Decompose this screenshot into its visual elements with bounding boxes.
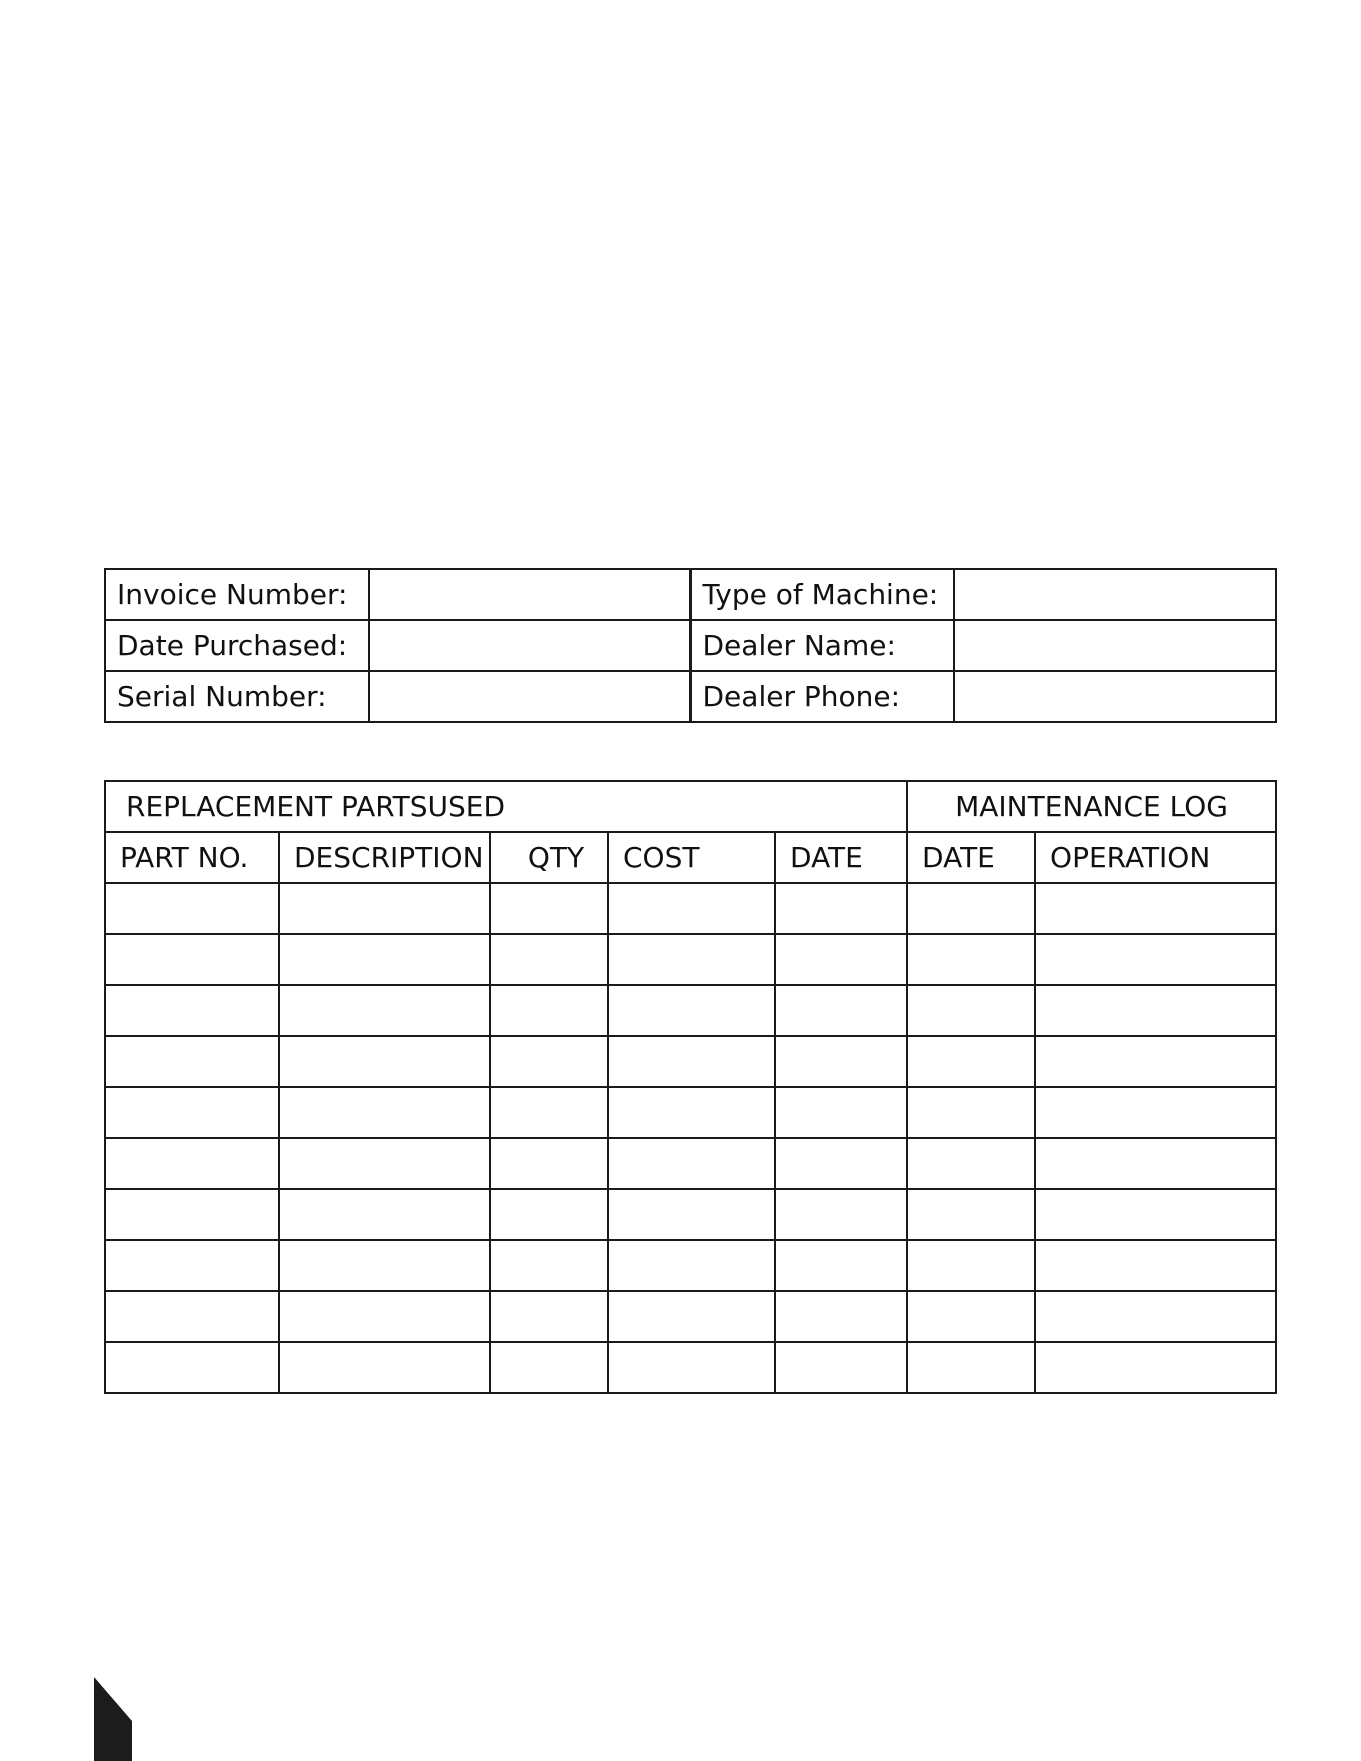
- purchase-info-table: [104, 568, 1277, 723]
- part-no-cell[interactable]: [105, 1087, 279, 1138]
- part-no-cell[interactable]: [105, 934, 279, 985]
- date-cell[interactable]: [775, 1087, 907, 1138]
- cost-cell[interactable]: [608, 1189, 775, 1240]
- operation-cell[interactable]: [1035, 1291, 1276, 1342]
- cost-cell[interactable]: [608, 934, 775, 985]
- operation-cell[interactable]: [1035, 1036, 1276, 1087]
- description-cell[interactable]: [279, 1189, 490, 1240]
- invoice-number-label: Invoice Number:: [105, 569, 369, 620]
- maintenance-date-cell[interactable]: [907, 1087, 1035, 1138]
- description-cell[interactable]: [279, 883, 490, 934]
- description-cell[interactable]: [279, 1036, 490, 1087]
- table-row: [105, 1240, 1276, 1291]
- description-cell[interactable]: [279, 1138, 490, 1189]
- column-header-qty: QTY: [490, 832, 608, 883]
- part-no-cell[interactable]: [105, 1342, 279, 1393]
- column-header-operation: OPERATION: [1035, 832, 1276, 883]
- qty-cell[interactable]: [490, 883, 608, 934]
- column-header-date: DATE: [775, 832, 907, 883]
- dealer-phone-label: Dealer Phone:: [690, 671, 954, 722]
- cost-cell[interactable]: [608, 1138, 775, 1189]
- replacement-parts-title: REPLACEMENT PARTSUSED: [105, 781, 907, 832]
- date-cell[interactable]: [775, 1291, 907, 1342]
- operation-cell[interactable]: [1035, 985, 1276, 1036]
- date-cell[interactable]: [775, 1138, 907, 1189]
- operation-cell[interactable]: [1035, 1087, 1276, 1138]
- qty-cell[interactable]: [490, 1240, 608, 1291]
- operation-cell[interactable]: [1035, 1189, 1276, 1240]
- machine-type-label: Type of Machine:: [690, 569, 954, 620]
- part-no-cell[interactable]: [105, 1036, 279, 1087]
- date-cell[interactable]: [775, 985, 907, 1036]
- date-cell[interactable]: [775, 1189, 907, 1240]
- operation-cell[interactable]: [1035, 1138, 1276, 1189]
- qty-cell[interactable]: [490, 1291, 608, 1342]
- cost-cell[interactable]: [608, 1087, 775, 1138]
- part-no-cell[interactable]: [105, 1189, 279, 1240]
- maintenance-log-title: MAINTENANCE LOG: [907, 781, 1276, 832]
- column-header-part-no: PART NO.: [105, 832, 279, 883]
- maintenance-date-cell[interactable]: [907, 1189, 1035, 1240]
- serial-number-label: Serial Number:: [105, 671, 369, 722]
- cost-cell[interactable]: [608, 883, 775, 934]
- cost-cell[interactable]: [608, 985, 775, 1036]
- dealer-name-label: Dealer Name:: [690, 620, 954, 671]
- column-header-description: DESCRIPTION: [279, 832, 490, 883]
- description-cell[interactable]: [279, 1342, 490, 1393]
- table-row: [105, 1342, 1276, 1393]
- part-no-cell[interactable]: [105, 985, 279, 1036]
- table-row: [105, 1087, 1276, 1138]
- serial-number-field[interactable]: [369, 671, 690, 722]
- table-row: [105, 883, 1276, 934]
- cost-cell[interactable]: [608, 1240, 775, 1291]
- invoice-number-field[interactable]: [369, 569, 690, 620]
- description-cell[interactable]: [279, 934, 490, 985]
- column-header-cost: COST: [608, 832, 775, 883]
- date-cell[interactable]: [775, 1240, 907, 1291]
- dealer-phone-field[interactable]: [954, 671, 1276, 722]
- qty-cell[interactable]: [490, 1036, 608, 1087]
- date-cell[interactable]: [775, 883, 907, 934]
- cost-cell[interactable]: [608, 1291, 775, 1342]
- part-no-cell[interactable]: [105, 1291, 279, 1342]
- operation-cell[interactable]: [1035, 1342, 1276, 1393]
- maintenance-date-cell[interactable]: [907, 1138, 1035, 1189]
- table-row: [105, 1291, 1276, 1342]
- date-cell[interactable]: [775, 934, 907, 985]
- column-header-maintenance-date: DATE: [907, 832, 1035, 883]
- part-no-cell[interactable]: [105, 1240, 279, 1291]
- description-cell[interactable]: [279, 1291, 490, 1342]
- info-row: [105, 569, 1276, 620]
- info-row: [105, 620, 1276, 671]
- maintenance-date-cell[interactable]: [907, 985, 1035, 1036]
- date-cell[interactable]: [775, 1342, 907, 1393]
- maintenance-date-cell[interactable]: [907, 1342, 1035, 1393]
- date-purchased-field[interactable]: [369, 620, 690, 671]
- qty-cell[interactable]: [490, 934, 608, 985]
- qty-cell[interactable]: [490, 985, 608, 1036]
- maintenance-date-cell[interactable]: [907, 934, 1035, 985]
- table-row: [105, 1138, 1276, 1189]
- table-row: [105, 1189, 1276, 1240]
- table-row: [105, 1036, 1276, 1087]
- page-corner-tab: [94, 1677, 132, 1761]
- section-title-row: [105, 781, 1276, 832]
- maintenance-date-cell[interactable]: [907, 883, 1035, 934]
- date-purchased-label: Date Purchased:: [105, 620, 369, 671]
- part-no-cell[interactable]: [105, 1138, 279, 1189]
- parts-maintenance-table: [104, 780, 1277, 1394]
- description-cell[interactable]: [279, 1240, 490, 1291]
- info-row: [105, 671, 1276, 722]
- qty-cell[interactable]: [490, 1087, 608, 1138]
- operation-cell[interactable]: [1035, 934, 1276, 985]
- cost-cell[interactable]: [608, 1036, 775, 1087]
- page-corner-tab-shape: [94, 1677, 132, 1761]
- qty-cell[interactable]: [490, 1138, 608, 1189]
- table-row: [105, 985, 1276, 1036]
- cost-cell[interactable]: [608, 1342, 775, 1393]
- maintenance-date-cell[interactable]: [907, 1036, 1035, 1087]
- operation-cell[interactable]: [1035, 1240, 1276, 1291]
- date-cell[interactable]: [775, 1036, 907, 1087]
- maintenance-date-cell[interactable]: [907, 1291, 1035, 1342]
- maintenance-date-cell[interactable]: [907, 1240, 1035, 1291]
- operation-cell[interactable]: [1035, 883, 1276, 934]
- description-cell[interactable]: [279, 1087, 490, 1138]
- machine-type-field[interactable]: [954, 569, 1276, 620]
- table-row: [105, 934, 1276, 985]
- description-cell[interactable]: [279, 985, 490, 1036]
- qty-cell[interactable]: [490, 1342, 608, 1393]
- part-no-cell[interactable]: [105, 883, 279, 934]
- qty-cell[interactable]: [490, 1189, 608, 1240]
- column-header-row: [105, 832, 1276, 883]
- dealer-name-field[interactable]: [954, 620, 1276, 671]
